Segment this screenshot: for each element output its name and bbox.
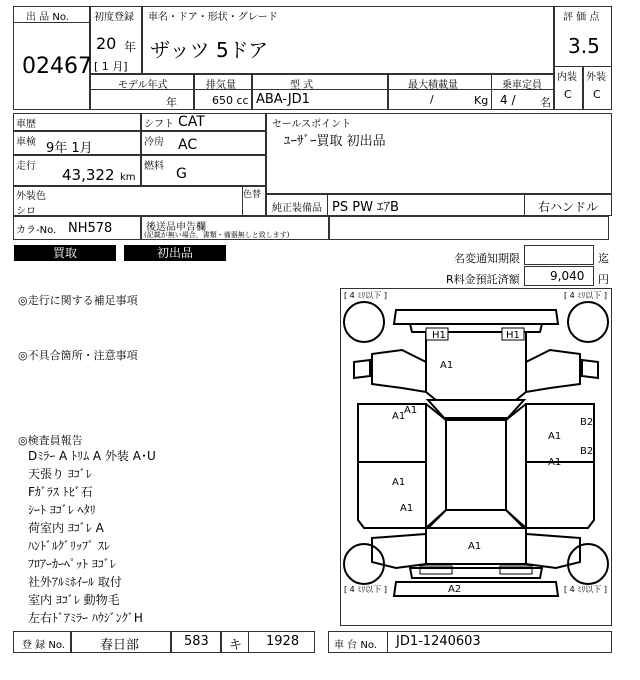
after-declaration-divider (328, 216, 330, 240)
damage-code: A1 (400, 503, 414, 514)
reg-year: 20 (96, 34, 117, 53)
inspector-line: Fｶﾞﾗｽ ﾄﾋﾞ石 (28, 485, 93, 499)
reg-number: 1928 (266, 634, 300, 649)
damage-code: H1 (432, 330, 446, 341)
notice-label: 名変通知期限 (454, 252, 520, 265)
aircon-value: AC (178, 137, 198, 153)
inspector-line: ｼｰﾄ ﾖｺﾞﾚ ﾍﾀﾘ (28, 503, 96, 517)
recycle-unit: 円 (598, 273, 609, 286)
mileage-value: 43,322 (62, 166, 115, 184)
first-reg-label: 初度登録 (94, 12, 134, 23)
notice-value-cell (524, 245, 594, 265)
inspection-value: 9年 1月 (46, 141, 93, 156)
after-declaration-label: 後送品申告欄 (146, 222, 206, 233)
tyre-mark-fl: [ 4 ﾐﾘ以下 ] (344, 291, 387, 300)
color-no-label: カラ-No. (16, 225, 57, 236)
inspector-line: 左右ﾄﾞｱﾐﾗｰ ﾊｳｼﾞﾝｸﾞH (28, 611, 143, 625)
exterior-label: 外装 (586, 72, 606, 83)
color-value: シロ (16, 206, 36, 217)
inspector-line: 荷室内 ﾖｺﾞﾚ A (28, 521, 104, 535)
damage-code: A1 (468, 541, 482, 552)
damage-code: A1 (548, 431, 562, 442)
reg-class: 583 (184, 634, 209, 649)
mileage-unit: km (120, 172, 136, 183)
damage-code: B2 (580, 417, 594, 428)
model-year-unit: 年 (166, 96, 177, 109)
recycle-value: 9,040 (550, 269, 585, 283)
inspection-label: 車検 (16, 137, 36, 148)
max-load-label: 最大積載量 (408, 80, 458, 91)
damage-code: B2 (580, 446, 594, 457)
lot-label: 出 品 No. (26, 12, 69, 23)
notice-unit: 迄 (598, 252, 609, 265)
handle-value: 右ハンドル (538, 200, 599, 214)
exterior-grade: C (593, 88, 601, 101)
lot-number: 02467 (22, 54, 92, 79)
shift-label: シフト (144, 119, 174, 130)
aircon-label: 冷房 (144, 137, 164, 148)
score-value: 3.5 (568, 34, 600, 58)
damage-code: A1 (440, 360, 454, 371)
inspector-line: Dﾐﾗｰ A ﾄﾘﾑ A 外装 A･U (28, 449, 156, 463)
badge-buyback: 買取 (14, 245, 116, 261)
sales-point-label: セールスポイント (272, 119, 352, 130)
inspector-line: 社外ｱﾙﾐﾎｲｰﾙ 取付 (28, 575, 122, 589)
damage-code: A1 (548, 457, 562, 468)
damage-code: A2 (448, 584, 462, 595)
type-value: ABA-JD1 (256, 92, 310, 107)
badge-first-listing: 初出品 (124, 245, 226, 261)
inspector-line: 室内 ﾖｺﾞﾚ 動物毛 (28, 593, 120, 607)
type-label: 型 式 (290, 80, 314, 91)
capacity-label: 乗車定員 (502, 80, 542, 91)
reg-month: [ 1 月] (94, 60, 128, 73)
inspector-line: 天張り ﾖｺﾞﾚ (28, 467, 92, 481)
capacity-value: 4 / (500, 93, 516, 107)
fuel-label: 燃料 (144, 161, 164, 172)
damage-code: A1 (404, 405, 418, 416)
max-load-value: / (430, 93, 434, 106)
reg-no-label: 登 録 No. (22, 640, 65, 651)
tyre-mark-fr: [ 4 ﾐﾘ以下 ] (564, 291, 607, 300)
inspector-line: ﾊﾝﾄﾞﾙｸﾞﾘｯﾌﾟ ｽﾚ (28, 539, 110, 553)
reg-year-unit: 年 (124, 40, 137, 54)
car-name-label: 車名・ドア・形状・グレード (148, 12, 278, 23)
damage-code: H1 (506, 330, 520, 341)
chassis-value: JD1-1240603 (396, 634, 481, 649)
max-load-unit: Kg (474, 94, 489, 107)
reg-place: 春日部 (100, 638, 140, 653)
car-name: ザッツ 5ドア (150, 38, 269, 62)
shift-value: CAT (178, 114, 205, 130)
reg-kana: キ (229, 638, 243, 653)
interior-grade: C (564, 88, 572, 101)
inspector-heading: ◎検査員報告 (18, 434, 83, 447)
driving-heading: ◎走行に関する補足事項 (18, 294, 138, 307)
inspector-line: ﾌﾛｱｰｶｰﾍﾟｯﾄ ﾖｺﾞﾚ (28, 557, 116, 571)
color-change-label: 色替 (243, 190, 262, 200)
displacement-value: 650 cc (212, 94, 249, 107)
history-label: 車歴 (16, 119, 36, 130)
chassis-label: 車 台 No. (334, 640, 377, 651)
defects-heading: ◎不具合箇所・注意事項 (18, 349, 138, 362)
score-label: 評 価 点 (563, 12, 600, 23)
color-box (13, 186, 266, 216)
tyre-mark-rl: [ 4 ﾐﾘ以下 ] (344, 585, 387, 594)
car-damage-diagram (340, 288, 612, 626)
fuel-value: G (176, 166, 187, 182)
capacity-unit: 名 (540, 96, 551, 109)
after-declaration-note: (記載が無い場合，書類・備器無しと致します) (144, 231, 290, 239)
displacement-label: 排気量 (206, 80, 236, 91)
equipment-value: PS PW ｴｱB (332, 200, 399, 215)
recycle-label: R料金預託済額 (446, 273, 520, 286)
equipment-label: 純正装備品 (272, 203, 322, 214)
color-no-value: NH578 (68, 221, 113, 236)
tyre-mark-rr: [ 4 ﾐﾘ以下 ] (564, 585, 607, 594)
model-year-label: モデル年式 (118, 80, 168, 91)
mileage-label: 走行 (16, 161, 36, 172)
damage-code: A1 (392, 411, 406, 422)
interior-label: 内装 (557, 72, 577, 83)
color-label: 外装色 (16, 191, 46, 202)
damage-code: A1 (392, 477, 406, 488)
sales-point-value: ﾕｰｻﾞｰ買取 初出品 (284, 134, 386, 149)
